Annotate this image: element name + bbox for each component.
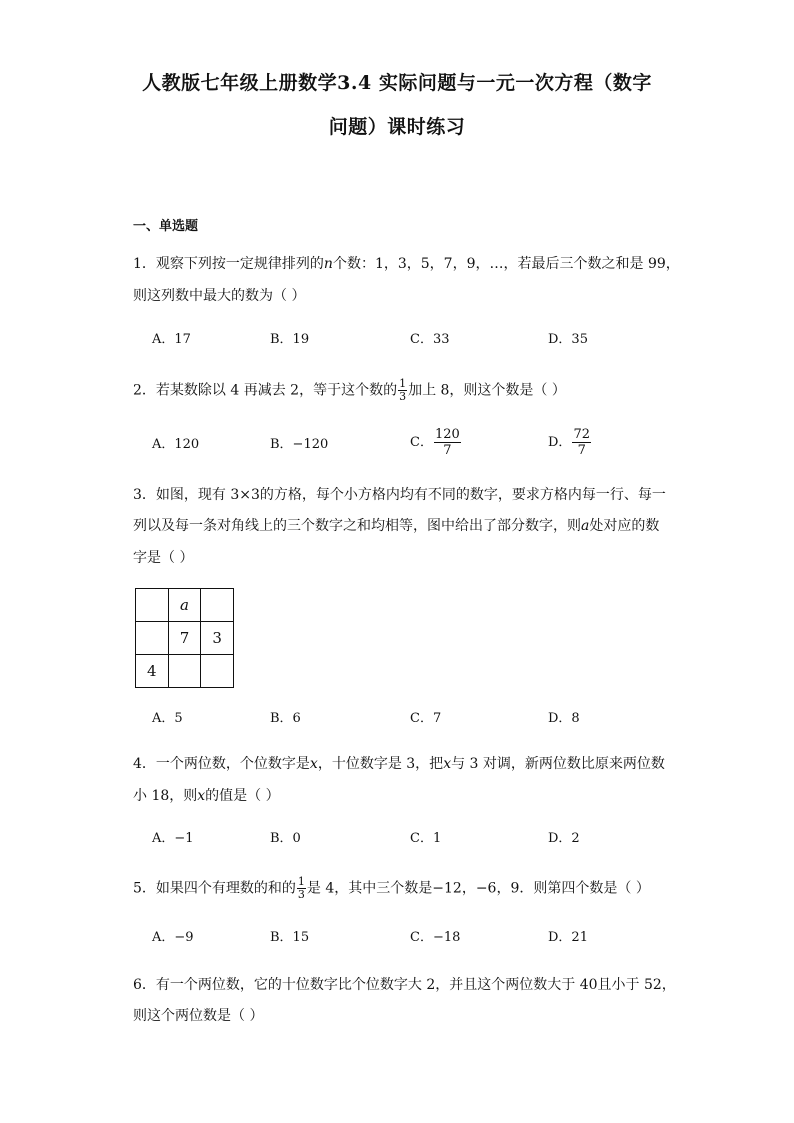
question-3-line-1: 3．如图，现有 3×3的方格，每个小方格内均有不同的数字，要求方格内每一行、每一 [133,487,666,503]
grid-cell: 4 [136,655,169,688]
grid-cell [201,655,234,688]
question-1-option-a[interactable]: A．17 [152,332,191,347]
option-c-fraction [434,427,461,458]
question-5-line-1 [133,876,650,901]
grid-cell: 3 [201,622,234,655]
question-3-line-3: 字是（ ） [133,550,194,566]
page-title-line-2: 问题）课时练习 [328,116,466,138]
question-1-text: 1．观察下列按一定规律排列的 [133,256,324,272]
variable-x: x [309,756,318,772]
fraction-numerator: 120 [434,427,460,442]
question-4-line-2 [133,786,280,806]
fraction-numerator: 1 [297,875,305,888]
fraction-denominator: 7 [577,443,586,458]
grid-cell [136,589,169,622]
grid-cell-variable-a: a [168,589,201,622]
question-4-option-c[interactable]: C．1 [410,831,442,846]
option-d-label: D． [548,435,572,450]
grid-cell [136,622,169,655]
option-c-label: C． [410,435,433,450]
question-1-option-d[interactable]: D．35 [548,332,588,347]
variable-a: a [581,518,590,534]
question-1-option-c[interactable]: C．33 [410,332,450,347]
variable-n: n [323,256,333,272]
fraction-numerator: 1 [399,377,407,390]
question-6-line-1: 6．有一个两位数，它的十位数字比个位数字大 2，并且这个两位数大于 40且小于 52， [133,977,676,993]
question-2-line-1 [133,378,566,403]
question-1-option-b[interactable]: B．19 [270,332,310,347]
question-4-text: 小 18，则 [133,788,198,804]
fraction-numerator: 72 [573,427,590,442]
question-4-text-cont: 与 3 对调，新两位数比原来两位数 [451,756,665,772]
question-3-line-2 [133,516,659,536]
fraction-denominator: 7 [443,443,452,458]
grid-cell [201,589,234,622]
question-5-option-c[interactable]: C．−18 [410,930,461,945]
fraction-one-third [297,876,306,901]
question-4-text-cont: ，十位数字是 3，把 [317,756,444,772]
question-3-option-a[interactable]: A．5 [152,711,183,726]
question-3-text-cont: 处对应的数 [589,518,660,534]
question-4-option-a[interactable]: A．−1 [152,831,194,846]
question-6-line-2: 则这个两位数是（ ） [133,1008,264,1024]
question-4-line-1 [133,754,665,774]
question-5-text: 5．如果四个有理数的和的 [133,880,296,897]
fraction-one-third [398,378,407,403]
question-2-option-d[interactable] [548,427,592,458]
grid-cell: 7 [168,622,201,655]
question-4-option-b[interactable]: B．0 [270,831,301,846]
section-heading: 一、单选题 [133,219,199,234]
question-1-line-1 [133,254,680,274]
question-2-text: 2．若某数除以 4 再减去 2，等于这个数的 [133,382,398,399]
question-3-option-d[interactable]: D．8 [548,711,580,726]
question-3-option-b[interactable]: B．6 [270,711,301,726]
question-2-option-b[interactable]: B．−120 [270,437,329,452]
page-title-line-1: 人教版七年级上册数学3.4 实际问题与一元一次方程（数字 [142,72,652,94]
question-5-option-b[interactable]: B．15 [270,930,310,945]
variable-x: x [443,756,452,772]
question-2-text-cont: 加上 8，则这个数是（ ） [408,382,566,399]
question-2-option-a[interactable]: A．120 [152,437,200,452]
question-4-text-cont: 的值是（ ） [205,788,280,804]
question-5-text-cont: 是 4，其中三个数是−12，−6，9．则第四个数是（ ） [306,880,650,897]
question-4-option-d[interactable]: D．2 [548,831,580,846]
question-3-text: 列以及每一条对角线上的三个数字之和均相等，图中给出了部分数字，则 [133,518,581,534]
fraction-denominator: 3 [399,390,407,403]
magic-square-grid [135,588,234,688]
question-4-text: 4．一个两位数，个位数字是 [133,756,310,772]
question-2-option-c[interactable] [410,427,462,458]
fraction-denominator: 3 [297,888,305,901]
question-5-option-d[interactable]: D．21 [548,930,588,945]
grid-cell [168,655,201,688]
question-3-option-c[interactable]: C．7 [410,711,442,726]
question-1-text-cont: 个数：1，3，5，7，9，…，若最后三个数之和是 99， [332,256,680,272]
variable-x: x [197,788,206,804]
question-1-line-2: 则这列数中最大的数为（ ） [133,288,306,304]
question-5-option-a[interactable]: A．−9 [152,930,194,945]
option-d-fraction [572,427,591,458]
